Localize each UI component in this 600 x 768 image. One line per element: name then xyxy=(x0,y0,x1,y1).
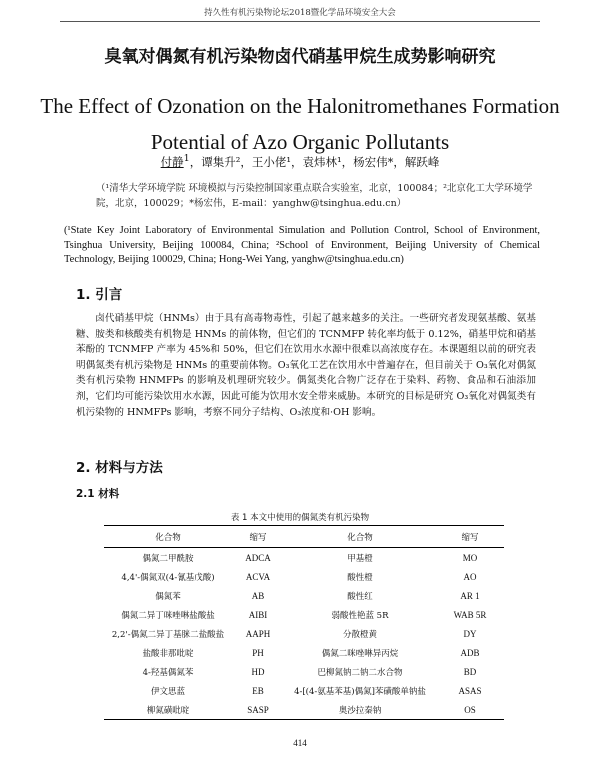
abbreviation-cell: BD xyxy=(463,666,477,677)
compound-cell: 4,4'-偶氮双(4-氰基戊酸) xyxy=(121,572,215,583)
compound-cell: 弱酸性艳蓝 5R xyxy=(331,610,389,621)
table-row xyxy=(104,662,504,681)
abbreviation-cell: HD xyxy=(251,666,265,677)
abbreviation-cell: AO xyxy=(463,571,477,582)
abbreviation-cell: ASAS xyxy=(458,685,482,696)
title-english: The Effect of Ozonation on the Halonitromethanes Formation Potential of Azo Organic Pollutants xyxy=(40,94,560,154)
other-authors: ，谭集升²，王小佬¹，袁炜林¹，杨宏伟*，解跃峰 xyxy=(189,154,440,169)
compound-cell: 偶氮二甲酰胺 xyxy=(142,553,194,564)
column-header-compound: 化合物 xyxy=(284,526,436,548)
first-author: 付静 xyxy=(160,154,184,169)
column-header-compound: 化合物 xyxy=(104,526,232,548)
compound-cell: 伊文思蓝 xyxy=(150,686,185,697)
author-list xyxy=(40,153,560,170)
compound-cell: 盐酸非那吡啶 xyxy=(142,648,194,659)
affiliation-english: (¹State Key Joint Laboratory of Environmental Simulation and Pollution Control, School of Environment, Tsinghua University, Beijing 100084, China; ²School of Environment, Beijing University of Chemical Technology, Beijing 100029, China; Hong-Wei Yang, yanghw@tsinghua.edu.cn) xyxy=(64,225,540,265)
abbreviation-cell: SASP xyxy=(247,704,269,715)
compound-cell: 奥沙拉秦钠 xyxy=(338,705,382,716)
abbreviation-cell: AR 1 xyxy=(460,590,480,601)
column-header-abbreviation: 缩写 xyxy=(436,526,504,548)
abbreviation-cell: ACVA xyxy=(245,571,271,582)
compound-cell: 4-羟基偶氮苯 xyxy=(142,667,194,678)
abbreviation-cell: EB xyxy=(252,685,264,696)
affiliation-chinese: （¹清华大学环境学院 环境模拟与污染控制国家重点联合实验室，北京，100084；²北京化工大学环境学院，北京，100029；*杨宏伟，E-mail：yanghw@tsinghua.edu.cn） xyxy=(96,183,533,209)
compound-cell: 甲基橙 xyxy=(347,553,373,564)
subsection-heading-materials: 2.1 材料 xyxy=(76,488,120,500)
table-row xyxy=(104,624,504,643)
compound-cell: 酸性红 xyxy=(347,591,373,602)
table-row xyxy=(104,567,504,586)
abbreviation-cell: ADCA xyxy=(245,552,271,563)
compound-cell: 分散橙黄 xyxy=(342,629,377,640)
compound-cell: 4-[(4-氨基苯基)偶氮]苯磺酸单钠盐 xyxy=(294,686,426,697)
table-row xyxy=(104,643,504,662)
table-row xyxy=(104,605,504,624)
section-heading-methods: 2. 材料与方法 xyxy=(76,460,163,476)
compound-cell: 柳氮磺吡啶 xyxy=(146,705,190,716)
compound-cell: 偶氮苯 xyxy=(155,591,181,602)
table-row xyxy=(104,681,504,700)
page-number: 414 xyxy=(293,738,307,748)
abbreviation-cell: WAB 5R xyxy=(453,609,487,620)
table-row xyxy=(104,586,504,605)
abbreviation-cell: OS xyxy=(464,704,476,715)
section-heading-introduction: 1. 引言 xyxy=(76,287,123,303)
first-author-superscript: 1 xyxy=(183,153,190,164)
materials-table xyxy=(104,525,504,720)
title-chinese: 臭氧对偶氮有机污染物卤代硝基甲烷生成势影响研究 xyxy=(104,47,496,67)
abbreviation-cell: DY xyxy=(463,628,477,639)
abbreviation-cell: ADB xyxy=(460,647,480,658)
abbreviation-cell: MO xyxy=(462,552,478,563)
table-row xyxy=(104,700,504,720)
table-row xyxy=(104,548,504,568)
table-header-row xyxy=(104,526,504,548)
compound-cell: 偶氮二咪唑啉异丙烷 xyxy=(321,648,399,659)
abbreviation-cell: PH xyxy=(252,647,264,658)
abbreviation-cell: AB xyxy=(251,590,265,601)
compound-cell: 2,2'-偶氮二异丁基脒二盐酸盐 xyxy=(111,629,225,640)
running-head: 持久性有机污染物论坛2018暨化学品环境安全大会 xyxy=(60,6,540,22)
column-header-abbreviation: 缩写 xyxy=(232,526,284,548)
abbreviation-cell: AIBI xyxy=(248,609,268,620)
compound-cell: 偶氮二异丁咪唑啉盐酸盐 xyxy=(121,610,215,621)
compound-cell: 酸性橙 xyxy=(347,572,373,583)
abbreviation-cell: AAPH xyxy=(245,628,271,639)
introduction-paragraph: 卤代硝基甲烷（HNMs）由于具有高毒物毒性，引起了越来越多的关注。一些研究者发现氨基酸、氨基糖、胺类和核酸类有机物是 HNMs 的前体物，但它们的 TCNMFP 转化率均低于 0.12%，硝基甲烷和硝基苯酚的 TCNMFP 产率为 45%和 50%，但它们在饮用水水源中很难以高浓度存在。本课题组以前的研究表明偶氮类有机污染物是 HNMs 的重要前体物。O₃氧化工艺在饮用水中普遍存在，但目前关于 O₃氧化对偶氮类有机污染物 HNMFPs 的影响及机理研究较少。偶氮类化合物广泛存在于染料、药物、食品和石油添加剂，它们均可能污染饮用水水源，因此可能为饮用水安全带来威胁。本研究的目标是研究 O₃氧化对偶氮类有机污染物的 HNMFPs 影响，考察不同分子结构、O₃浓度和·OH 影响。 xyxy=(76,313,536,418)
table-caption: 表 1 本文中使用的偶氮类有机污染物 xyxy=(230,513,370,523)
compound-cell: 巴柳氮钠二钠二水合物 xyxy=(317,667,403,678)
